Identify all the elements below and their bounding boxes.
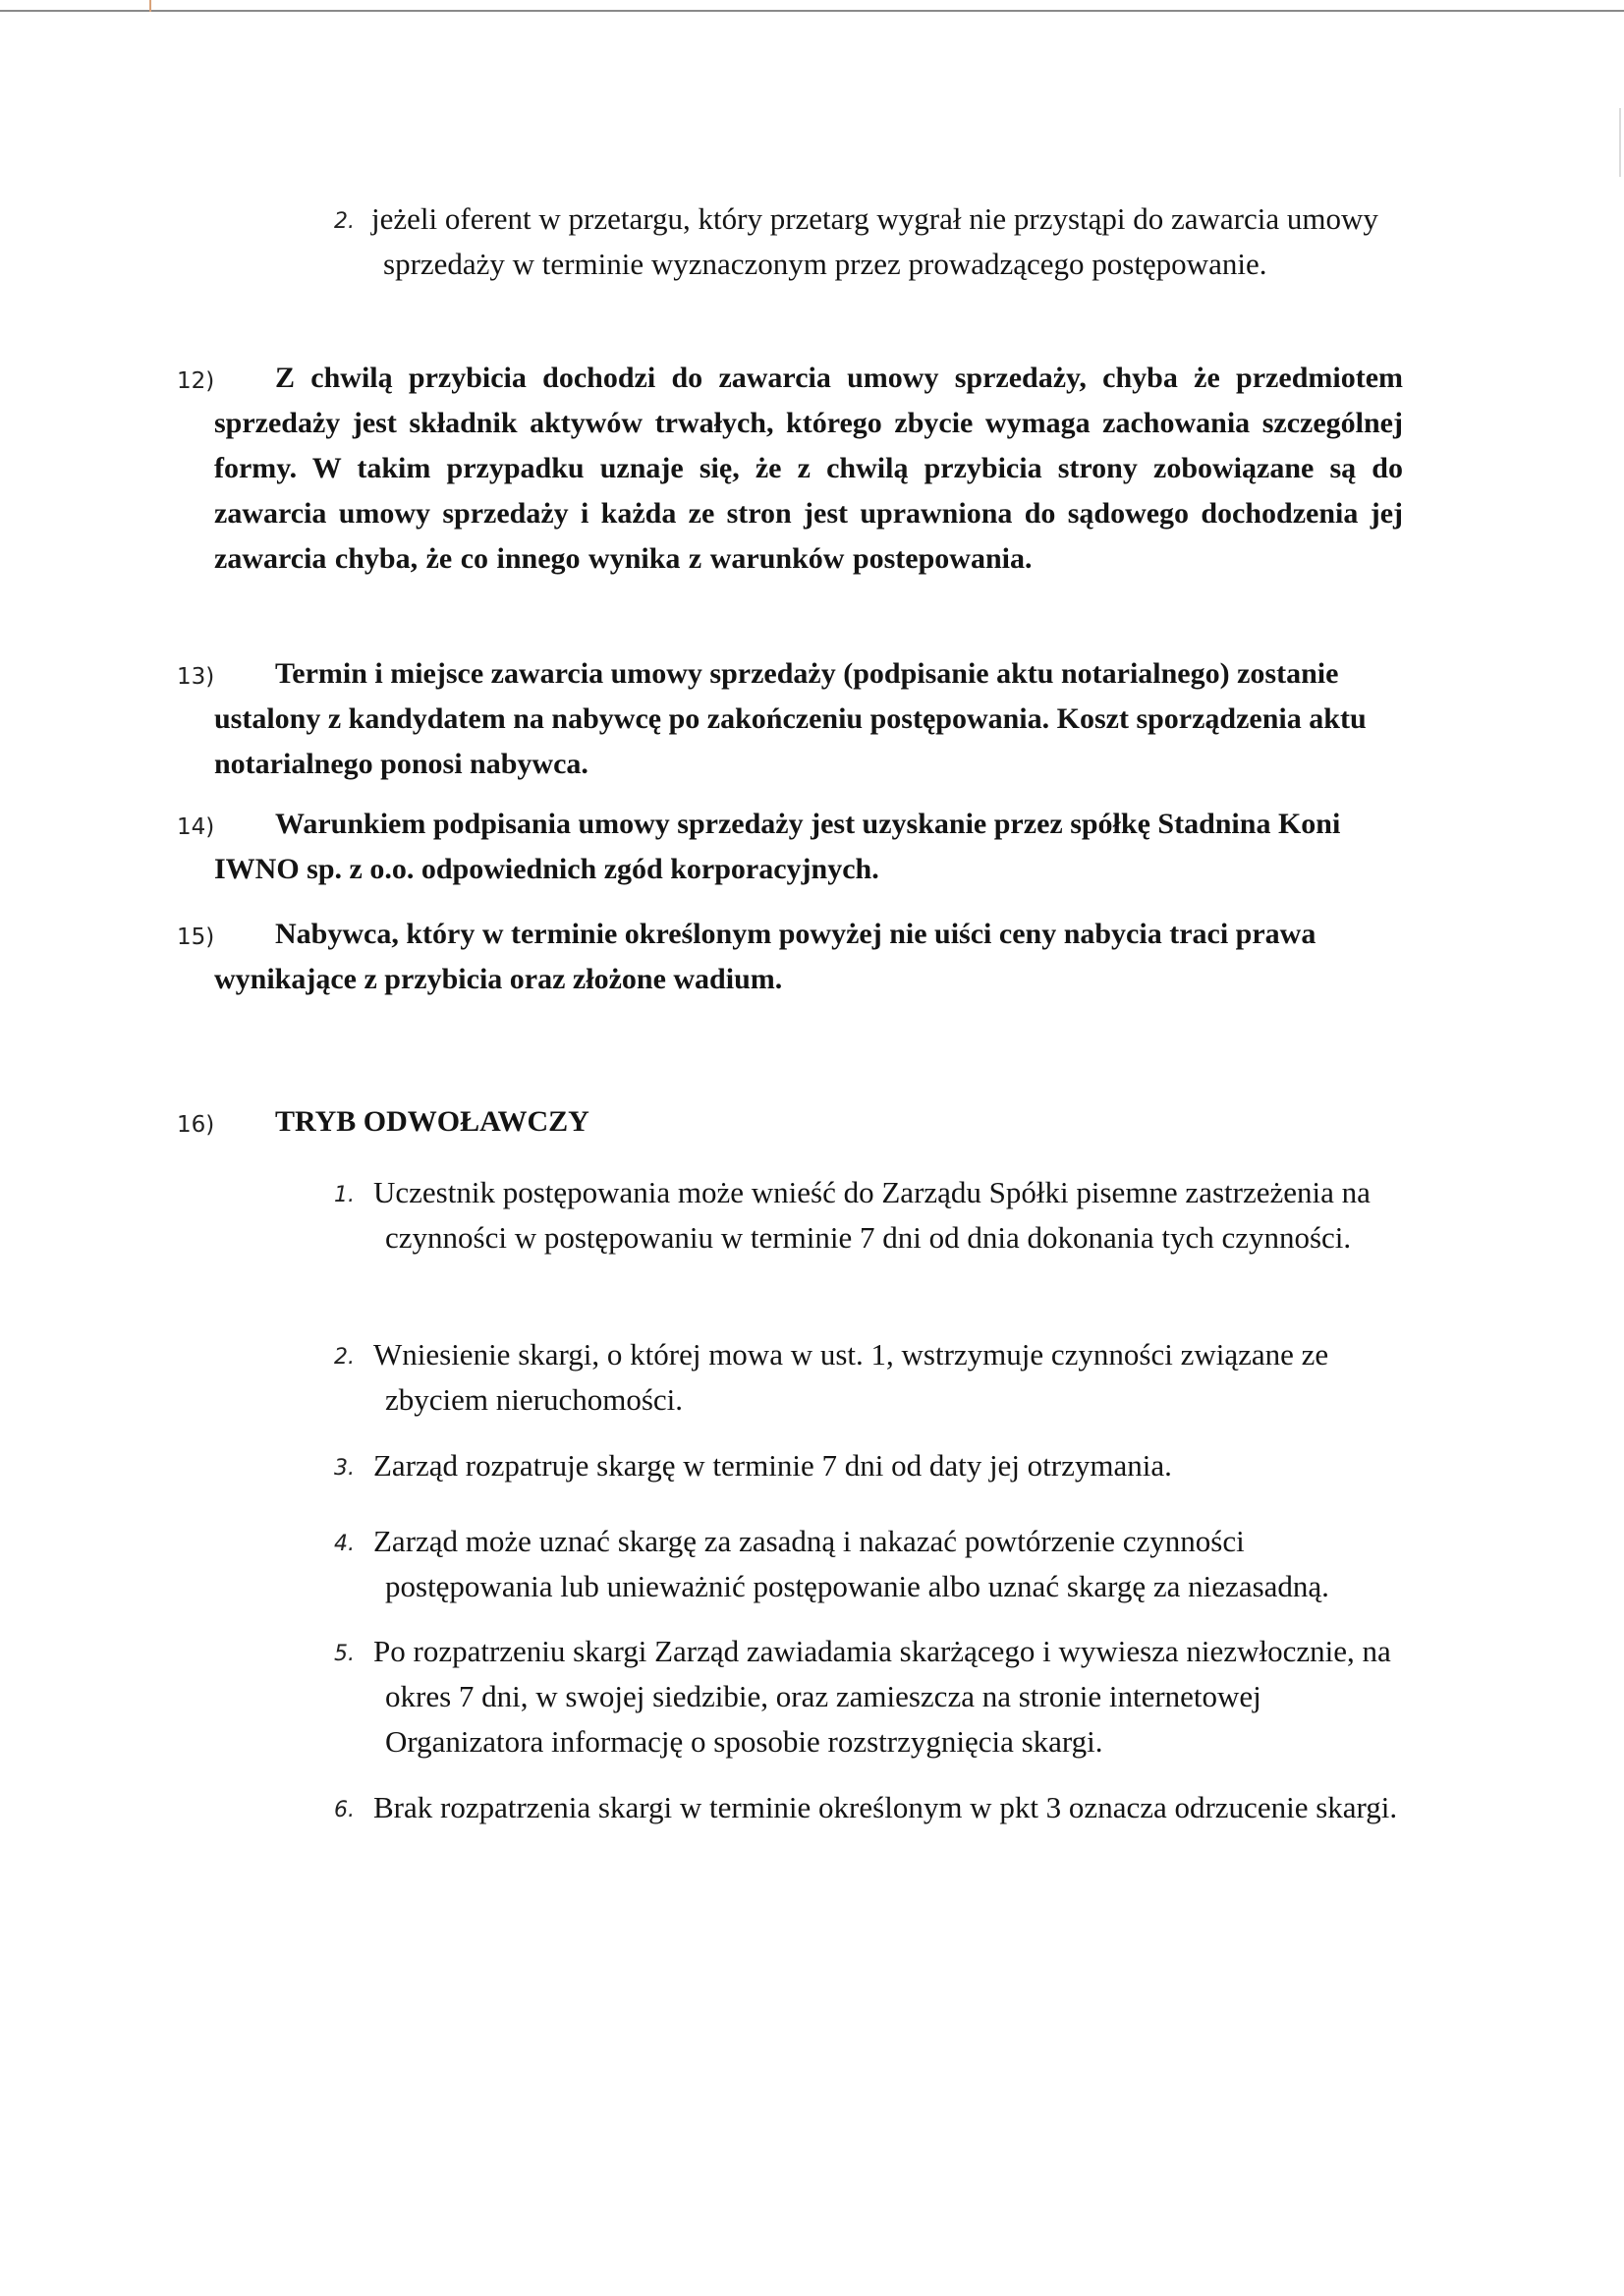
section-marker-12: 12)	[177, 368, 215, 394]
section-marker-16: 16)	[177, 1112, 215, 1138]
appeal-item-5	[334, 1629, 1415, 1764]
list-item-text: Po rozpatrzeniu skargi Zarząd zawiadamia skarżącego i wywiesza niezwłocznie, na okres 7 dni, w swojej siedzibie, oraz zamieszcza na stronie internetowej Organizatora informację o sposobie rozstrzygnięcia skargi.	[373, 1634, 1391, 1759]
list-item-text: Uczestnik postępowania może wnieść do Zarządu Spółki pisemne zastrzeżenia na czynności w postępowaniu w terminie 7 dni od dnia dokonania tych czynności.	[373, 1175, 1371, 1255]
section-text-13: Termin i miejsce zawarcia umowy sprzedaży (podpisanie aktu notarialnego) zostanie ustalony z kandydatem na nabywcę po zakończeniu postępowania. Koszt sporządzenia aktu notarialnego ponosi nabywca.	[214, 657, 1367, 780]
list-item-marker: 5.	[334, 1642, 355, 1666]
list-item-continued-2	[334, 196, 1395, 287]
section-marker-15: 15)	[177, 924, 215, 950]
list-item-text: Zarząd rozpatruje skargę w terminie 7 dni od daty jej otrzymania.	[373, 1448, 1172, 1483]
list-item-text: Zarząd może uznać skargę za zasadną i nakazać powtórzenie czynności postępowania lub unieważnić postępowanie albo uznać skargę za niezasadną.	[373, 1524, 1329, 1603]
list-item-marker: 4.	[334, 1532, 355, 1556]
appeal-item-3	[334, 1443, 1415, 1488]
list-item-marker: 2.	[334, 209, 355, 234]
list-item-marker: 1.	[334, 1183, 355, 1207]
list-item-text: Wniesienie skargi, o której mowa w ust. 1, wstrzymuje czynności związane ze zbyciem nieruchomości.	[373, 1337, 1329, 1417]
list-item-text: jeżeli oferent w przetargu, który przetarg wygrał nie przystąpi do zawarcia umowy sprzedaży w terminie wyznaczonym przez prowadzącego postępowanie.	[371, 201, 1378, 281]
list-item-marker: 2.	[334, 1345, 355, 1370]
list-item-marker: 6.	[334, 1798, 355, 1822]
list-item-text: Brak rozpatrzenia skargi w terminie określonym w pkt 3 oznacza odrzucenie skargi.	[373, 1790, 1398, 1824]
appeal-item-4	[334, 1519, 1415, 1609]
section-heading-appeal: TRYB ODWOŁAWCZY	[275, 1105, 589, 1138]
appeal-item-1	[334, 1170, 1415, 1260]
section-marker-14: 14)	[177, 814, 215, 840]
section-text-14: Warunkiem podpisania umowy sprzedaży jest uzyskanie przez spółkę Stadnina Koni IWNO sp. z o.o. odpowiednich zgód korporacyjnych.	[214, 808, 1341, 885]
appeal-item-6	[334, 1785, 1415, 1830]
section-text-15: Nabywca, który w terminie określonym powyżej nie uiści ceny nabycia traci prawa wynikające z przybicia oraz złożone wadium.	[214, 918, 1316, 995]
list-item-marker: 3.	[334, 1456, 355, 1481]
section-text-12: Z chwilą przybicia dochodzi do zawarcia umowy sprzedaży, chyba że przedmiotem sprzedaży jest składnik aktywów trwałych, którego zbycie wymaga zachowania szczególnej formy. W takim przypadku uznaje się, że z chwilą przybicia strony zobowiązane są do zawarcia umowy sprzedaży i każda ze stron jest uprawniona do sądowego dochodzenia jej zawarcia chyba, że co innego wynika z warunków postepowania.	[214, 362, 1403, 575]
section-marker-13: 13)	[177, 664, 215, 690]
appeal-item-2	[334, 1332, 1415, 1423]
